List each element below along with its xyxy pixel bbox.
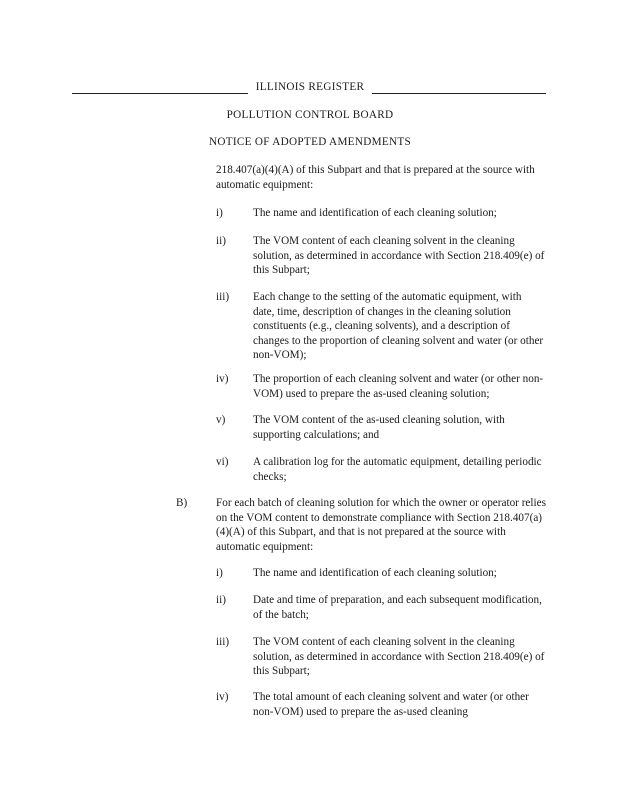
list-a-item-1-text: The name and identification of each cleaning solution; [253,207,497,219]
section-b-num: B) [176,497,188,509]
list-a-item-2-num: ii) [216,235,226,247]
register-title: ILLINOIS REGISTER [255,81,365,93]
list-a-item-6-num: vi) [216,456,229,468]
list-a-item-2-text: The VOM content of each cleaning solvent in the cleaning solution, as determined in accordance with Section 218.409(e) of this Subpart; [253,235,545,277]
list-b-item-1-text: The name and identification of each cleaning solution; [253,567,497,579]
list-a-item-3-num: iii) [216,291,230,303]
board-title: POLLUTION CONTROL BOARD [226,109,394,121]
list-a-item-4-num: iv) [216,373,229,385]
list-b-item-4-num: iv) [216,691,229,703]
intro-paragraph: 218.407(a)(4)(A) of this Subpart and that is prepared at the source with automatic equipment: [216,164,535,191]
list-b-item-2-num: ii) [216,594,226,606]
list-a-item-5-num: v) [216,414,226,426]
list-a-item-1-num: i) [216,207,223,219]
list-a-item-6-text: A calibration log for the automatic equipment, detailing periodic checks; [253,456,542,483]
list-b-item-2-text: Date and time of preparation, and each subsequent modification, of the batch; [253,594,542,621]
header-rule-right [372,93,546,94]
list-b-item-4-text: The total amount of each cleaning solvent and water (or other non-VOM) used to prepare the as-used cleaning [253,691,529,718]
list-a-item-4-text: The proportion of each cleaning solvent and water (or other non-VOM) used to prepare the as-used cleaning solution; [253,373,544,400]
list-b-item-1-num: i) [216,567,223,579]
list-b-item-3-num: iii) [216,636,230,648]
list-a-item-3-text: Each change to the setting of the automatic equipment, with date, time, description of changes in the cleaning solution constituents (e.g., cleaning solvents), and a description of changes to the proportion of cleaning solvent and water (or other non-VOM); [253,291,544,362]
section-b-text: For each batch of cleaning solution for which the owner or operator relies on the VOM content to demonstrate compliance with Section 218.407(a)(4)(A) of this Subpart, and that is not prepared at the source with automatic equipment: [216,497,546,553]
header-rule-left [72,93,248,94]
list-b-item-3-text: The VOM content of each cleaning solvent in the cleaning solution, as determined in accordance with Section 218.409(e) of this Subpart; [253,636,545,678]
notice-title: NOTICE OF ADOPTED AMENDMENTS [208,136,411,148]
list-a-item-5-text: The VOM content of the as-used cleaning solution, with supporting calculations; and [253,414,505,441]
